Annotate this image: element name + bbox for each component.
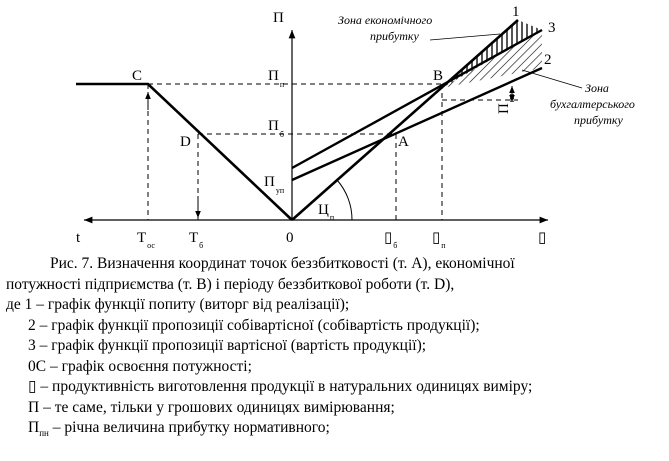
zone-accounting-label-line3: прибутку bbox=[574, 113, 623, 127]
x-tick-Nb: $▯_б$ bbox=[384, 230, 398, 250]
caption-title-line3: де 1 – графік функції попиту (виторг від реалізації); bbox=[6, 296, 350, 313]
x-tick-Tb: $T_б$ bbox=[189, 230, 204, 250]
caption-ppn-rest: – річна величина прибутку нормативного; bbox=[48, 419, 330, 436]
t-axis-label: t bbox=[76, 230, 81, 246]
caption-ppn-base: П bbox=[28, 419, 40, 436]
zone-accounting-pointer bbox=[522, 70, 582, 88]
zone-accounting-label-line2: бухгалтерського bbox=[550, 97, 635, 111]
caption-item-N: ▯ – продуктивність виготовлення продукції в натуральних одиницях виміру; bbox=[28, 378, 533, 395]
zone-economic-label-line2: прибутку bbox=[370, 29, 419, 43]
x-tick-Np: $▯_п$ bbox=[432, 230, 446, 250]
y-tick-Pp: $П_п$ bbox=[268, 68, 285, 89]
line-number-1: 1 bbox=[512, 4, 520, 20]
origin-label: 0 bbox=[286, 230, 294, 246]
point-B-label: B bbox=[433, 68, 444, 84]
angle-label: $Ц_п$ bbox=[318, 202, 335, 222]
y-tick-Pup: $П_{уп}$ bbox=[264, 174, 285, 195]
caption-title-line2: потужності підприємства (т. В) і періоду беззбиткової роботи (т. D), bbox=[6, 275, 455, 293]
caption-item-P: П – те саме, тільки у грошових одиницях вимірювання; bbox=[28, 398, 395, 416]
caption-ppn-sub: пн bbox=[39, 428, 49, 439]
capacity-curve-0C bbox=[76, 84, 292, 220]
x-tick-Tos: $T_{ос}$ bbox=[137, 230, 155, 250]
caption-item-Ppn bbox=[0, 418, 669, 444]
point-D-label: D bbox=[180, 134, 191, 150]
profit-normative-label bbox=[496, 93, 516, 114]
point-C-label: C bbox=[132, 68, 143, 84]
svg-text:Ппн: $П_{пн}$ bbox=[496, 93, 516, 114]
zone-economic-pointer bbox=[430, 34, 500, 40]
zone-accounting-label-line1: Зона bbox=[585, 81, 609, 95]
caption-item-0C: 0С – графік освоєння потужності; bbox=[28, 357, 252, 375]
caption-item-3: 3 – графік функції пропозиції вартісної (вартість продукції); bbox=[28, 337, 427, 354]
point-A-label: A bbox=[398, 134, 409, 150]
y-axis-label: П bbox=[273, 10, 284, 26]
angle-arc bbox=[337, 180, 352, 220]
caption-item-2: 2 – графік функції пропозиції собівартісної (собівартість продукції); bbox=[28, 316, 480, 334]
line-2-cost bbox=[292, 68, 542, 180]
zone-economic-label-line1: Зона економічного bbox=[338, 13, 433, 27]
line-3-value bbox=[292, 30, 542, 168]
line-number-2: 2 bbox=[544, 52, 552, 68]
line-number-3: 3 bbox=[548, 20, 556, 36]
x-axis-label: ▯ bbox=[538, 230, 547, 246]
y-tick-Pb: $П_б$ bbox=[268, 118, 284, 139]
figure-caption bbox=[0, 254, 669, 444]
line-1-demand bbox=[292, 20, 518, 220]
caption-title-line1: Рис. 7. Визначення координат точок беззбитковості (т. А), економічної bbox=[50, 255, 515, 272]
